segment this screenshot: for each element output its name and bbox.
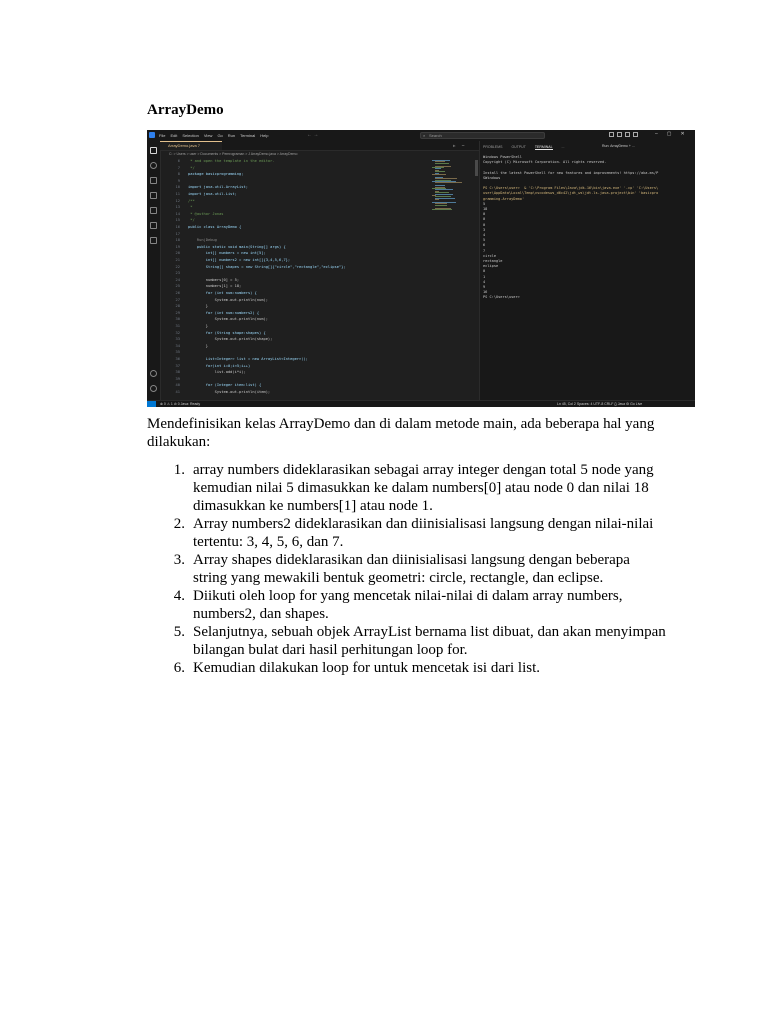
document-heading: ArrayDemo [147,102,224,118]
line-number: 24 [175,277,180,282]
line-number: 6 [177,159,180,163]
vscode-screenshot [147,130,695,407]
minimap [432,160,460,210]
line-number: 12 [175,198,180,203]
list-text: Array shapes dideklarasikan dan diinisialisasi langsung dengan beberapa string yang mewakili bentuk geometri: circle, rectangle, dan eclipse. [193,552,630,586]
terminal-line: Install the latest PowerShell for new features and improvements! https://aka.ms/P [483,170,659,175]
code-line [160,303,440,309]
vscode-logo-icon [149,132,155,138]
code-text: for (int num:numbers2) { [188,310,260,315]
layout-icon [609,132,614,137]
search-icon: ⌕ [423,133,426,138]
maximize-icon: ▢ [666,131,672,137]
code-text: System.out.println(num); [188,317,268,322]
source-control-icon [150,177,157,184]
terminal-line: 9 [483,285,486,289]
code-line [160,165,440,171]
terminal-line: gramming.ArrayDemo' [483,196,525,201]
terminal-line: PS C:\Users\user> [483,295,520,300]
line-number: 14 [175,211,180,216]
minimap-line [432,209,452,210]
code-line [160,330,440,336]
terminal-line: 0 [483,222,486,227]
code-text: import java.util.List; [188,192,237,196]
minimap-line [435,182,462,183]
code-text: list.add(i*i); [188,370,246,375]
list-item [147,461,667,515]
code-line [160,356,440,362]
code-line [160,217,440,223]
list-number: 4. [173,588,185,604]
line-number: 16 [175,225,180,229]
line-number: 27 [175,297,180,302]
line-number: 23 [175,271,180,276]
line-number: 34 [175,343,180,348]
nav-arrows-icon: ← → [307,132,319,138]
breadcrumb: C: > Users > user > Documents > Pemrograman > J ArrayDemo.java > ArrayDemo [169,152,298,156]
terminal-line: 5 [483,238,486,243]
code-line [160,363,440,369]
code-text: numbers[1] = 18; [188,284,242,289]
line-number: 25 [175,284,180,289]
code-text: package basicprogramming; [188,172,244,177]
terminal-line: circle [483,253,496,258]
list-text: array numbers dideklarasikan sebagai array integer dengan total 5 node yang kemudian nilai 5 dimasukkan ke dalam numbers[0] atau node 0 dan nilai 18 dimasukkan ke numbers[1] atau node 1. [193,462,654,514]
code-text: } [188,324,208,328]
code-line [160,178,440,184]
terminal-line: 0 [483,212,486,217]
line-number: 11 [175,192,180,196]
code-line [160,343,440,349]
code-line [160,369,440,375]
code-text: * and open the template in the editor. [188,159,275,163]
code-text: import java.util.ArrayList; [188,185,248,190]
line-number: 19 [175,244,180,249]
terminal-line: 7 [483,248,486,253]
code-line [160,264,440,270]
list-number: 2. [173,516,185,532]
list-item [147,659,667,677]
code-line [160,382,440,388]
run-debug-icon [150,192,157,199]
line-number: 40 [175,383,180,388]
code-line [160,204,440,210]
code-line [160,316,440,322]
settings-gear-icon [150,385,157,392]
code-line [160,389,440,395]
code-line [160,257,440,263]
menu-item: Help [260,133,269,138]
code-text: System.out.println(item); [188,390,271,394]
search-icon [150,162,157,169]
code-line [160,270,440,276]
line-number: 39 [175,376,180,381]
code-text: for (String shape:shapes) { [188,330,266,335]
terminal-line: 5 [483,201,486,206]
line-number: 41 [175,390,180,394]
list-number: 3. [173,552,185,568]
list-text: Kemudian dilakukan loop for untuk mencetak isi dari list. [193,660,541,676]
menu-item: Selection [182,133,199,138]
line-number: 8 [177,172,180,177]
code-text: * [188,205,193,210]
line-number: 33 [175,337,180,342]
terminal-line: rectangle [483,259,503,263]
title-bar [147,130,695,141]
code-line [160,336,440,342]
code-text: System.out.println(num); [188,297,268,302]
editor-tabs [160,141,479,151]
code-line [160,349,440,355]
line-number: 10 [175,185,180,190]
minimap-line [435,163,449,164]
menu-item: Terminal [240,133,256,138]
panel-tabs [483,145,573,149]
panel-tab: TERMINAL [534,145,553,149]
code-line [160,376,440,382]
activity-bar [147,141,161,400]
code-line [160,191,440,197]
code-text: */ [188,165,195,170]
status-bar [147,400,695,407]
code-line [160,290,440,296]
line-number: 7 [177,165,180,170]
code-line [160,224,440,230]
extensions-icon [150,207,157,214]
line-number: 31 [175,324,180,328]
minimize-icon: – [655,131,658,137]
editor-scrollbar [475,160,478,176]
line-number: 36 [175,357,180,361]
terminal-line: eclipse [483,264,499,269]
layout-icon [633,132,638,137]
terminal-line: 16 [483,290,488,295]
list-text: Diikuti oleh loop for yang mencetak nilai-nilai di dalam array numbers, numbers2, dan shapes. [193,588,623,622]
code-text: System.out.println(shape); [188,337,273,342]
code-text: } [188,304,208,309]
code-text: List<Integer> list = new ArrayList<Integer>(); [188,357,308,361]
remote-icon [147,401,156,407]
line-number: 35 [175,350,180,355]
list-text: Selanjutnya, sebuah objek ArrayList bernama list dibuat, dan akan menyimpan bilangan bulat dari hasil perhitungan loop for. [193,624,666,658]
line-number: 9 [177,178,180,183]
code-line [160,244,440,250]
line-number: 26 [175,291,180,295]
code-line [160,323,440,329]
layout-controls [609,132,638,137]
intro-paragraph: Mendefinisikan kelas ArrayDemo dan di dalam metode main, ada beberapa hal yang dilakukan: [147,416,655,450]
terminal-panel [479,141,695,400]
code-line [160,184,440,190]
code-line [160,171,440,177]
code-line [160,198,440,204]
tab-arraydemo: ArrayDemo.java 7 [160,141,222,150]
terminal-line: SWindows [483,175,501,180]
code-text: String[] shapes = new String[]{"circle","rectangle","eclipse"}; [188,264,346,269]
line-number: 17 [175,231,180,236]
code-text: public class ArrayDemo { [188,225,242,229]
terminal-line: Windows PowerShell [483,155,522,159]
panel-actions: Run: ArrayDemo + ... [602,144,635,148]
line-number: 18 [175,238,180,243]
java-projects-icon [150,237,157,244]
code-line [160,310,440,316]
list-item [147,623,667,659]
code-line [160,297,440,303]
layout-icon [625,132,630,137]
terminal-line: 3 [483,227,486,232]
editor-actions-icon: ▷ ⋯ [453,143,467,148]
line-number: 20 [175,251,180,256]
code-text: int[] numbers = new int[5]; [188,251,266,256]
line-number: 28 [175,304,180,309]
line-number: 22 [175,264,180,269]
code-line [160,211,440,217]
menu-item: File [159,133,166,138]
code-text: /** [188,198,195,203]
panel-tab: PROBLEMS [483,145,503,149]
code-text: for (Integer item:list) { [188,383,262,388]
terminal-line: 6 [483,243,486,248]
account-icon [150,370,157,377]
menu-item: Edit [170,133,178,138]
terminal-line: 18 [483,207,488,211]
terminal-line: PS C:\Users\user> & 'C:\Program Files\Java\jdk-16\bin\java.exe' '-cp' 'C:\Users\ [483,186,659,191]
line-number: 21 [175,258,180,262]
minimap-line [435,199,439,200]
layout-icon [617,132,622,137]
terminal-line: 1 [483,274,486,279]
terminal-line: user\AppData\Local\Temp\vscodesws_d6c42\jdt_ws\jdt.ls-java-project\bin' 'basicpro [483,191,659,196]
terminal-line: Copyright (C) Microsoft Corporation. All rights reserved. [483,160,607,165]
steps-list [147,461,667,677]
search-input [420,132,545,139]
list-item [147,587,667,623]
terminal-line: 4 [483,279,486,284]
line-number: 15 [175,218,180,223]
window-controls [655,131,685,137]
list-item [147,515,667,551]
line-number: 37 [175,363,180,368]
status-left: ⊗ 0 ⚠ 1 ⊘ 0 Java: Ready [160,402,201,406]
terminal-line: 0 [483,269,486,274]
code-line [160,158,440,164]
code-text: int[] numbers2 = new int[]{3,4,5,6,7}; [188,258,291,262]
code-line [160,237,440,243]
search-placeholder: Search [429,133,442,138]
menu-bar [159,133,268,138]
line-number: 29 [175,310,180,315]
explorer-icon [150,147,157,154]
code-line [160,277,440,283]
minimap-line [435,194,453,195]
code-line [160,250,440,256]
terminal-line: 0 [483,217,486,222]
list-number: 1. [173,462,185,478]
code-line [160,231,440,237]
code-text: Run|Debug [188,238,217,243]
line-number: 32 [175,330,180,335]
code-line [160,283,440,289]
menu-item: View [203,133,213,138]
line-number: 38 [175,370,180,375]
status-right: Ln 45, Col 2 Spaces: 4 UTF-8 CRLF {} Java ⚙ Go Live [557,402,643,406]
code-text: for(int i=0;i<5;i++) [188,363,251,368]
list-number: 6. [173,660,185,676]
panel-tab: OUTPUT [511,145,526,149]
list-text: Array numbers2 dideklarasikan dan diinisialisasi langsung dengan nilai-nilai tertentu: 3, 4, 5, 6, dan 7. [193,516,654,550]
menu-item: Go [217,133,223,138]
code-text: } [188,343,208,348]
minimap-line [435,205,447,206]
line-number: 13 [175,205,180,210]
close-icon: ✕ [680,131,685,137]
code-text: for (int num:numbers) { [188,291,257,295]
code-text: * @author Jonas [188,211,224,216]
code-text: public static void main(String[] args) { [188,244,286,249]
code-text: */ [188,218,195,223]
list-number: 5. [173,624,185,640]
panel-tab: ... [561,145,565,149]
testing-icon [150,222,157,229]
code-text: numbers[0] = 5; [188,277,240,282]
terminal-line: 4 [483,233,486,237]
line-number: 30 [175,317,180,322]
list-item [147,551,667,587]
menu-item: Run [227,133,236,138]
minimap-line [432,174,446,175]
